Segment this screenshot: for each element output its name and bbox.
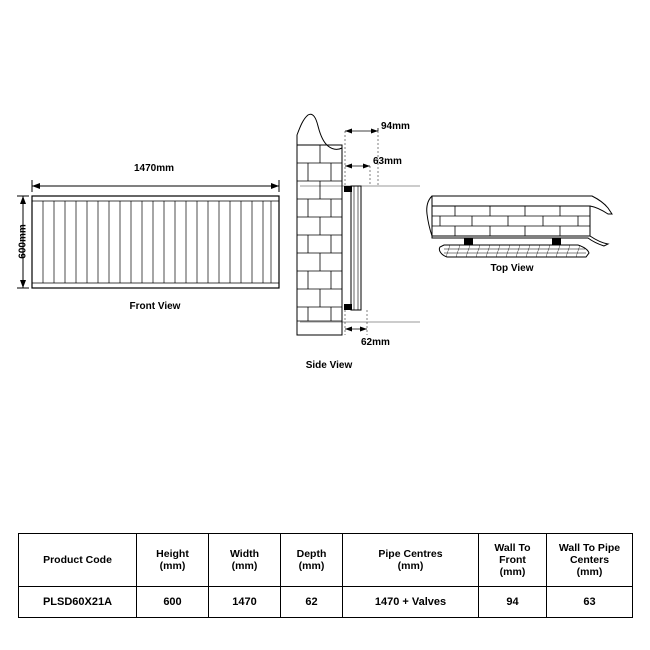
cell-wall-to-front: 94 — [479, 587, 547, 618]
header-depth — [281, 534, 343, 587]
specification-table — [18, 533, 633, 618]
front-view-height-label: 600mm — [17, 224, 29, 259]
front-view-width-label: 1470mm — [134, 163, 175, 174]
header-width — [209, 534, 281, 587]
header-pipe-centres-unit: (mm) — [397, 560, 424, 572]
cell-depth: 62 — [281, 587, 343, 618]
front-view-group — [17, 180, 279, 288]
header-wall-to-pipe-centers-text: Wall To Pipe Centers — [558, 541, 621, 566]
header-wall-to-pipe-centers — [547, 534, 633, 587]
wall-to-front-dimension-label: 94mm — [381, 121, 410, 132]
header-wall-to-front-unit: (mm) — [499, 566, 526, 579]
table-row — [19, 587, 633, 618]
cell-product-code: PLSD60X21A — [19, 587, 137, 618]
side-view-title: Side View — [305, 360, 353, 371]
cell-width: 1470 — [209, 587, 281, 618]
cell-wall-to-pipe-centers: 63 — [547, 587, 633, 618]
top-view-group — [427, 196, 612, 257]
header-pipe-centres — [343, 534, 479, 587]
header-pipe-centres-text: Pipe Centres — [378, 547, 443, 560]
cell-height: 600 — [137, 587, 209, 618]
header-wall-to-front-text: Wall To Front — [494, 541, 531, 566]
top-view-title: Top View — [490, 263, 534, 274]
depth-dimension-label: 62mm — [361, 337, 390, 348]
header-height-text: Height — [156, 547, 189, 560]
header-width-unit: (mm) — [231, 560, 258, 572]
header-height-unit: (mm) — [159, 560, 186, 572]
header-wall-to-front — [479, 534, 547, 587]
cell-pipe-centres: 1470 + Valves — [343, 587, 479, 618]
header-depth-unit: (mm) — [298, 560, 325, 572]
front-view-title: Front View — [129, 301, 181, 312]
wall-to-pipe-dimension-label: 63mm — [373, 156, 402, 167]
header-depth-text: Depth — [296, 547, 327, 560]
header-wall-to-pipe-centers-unit: (mm) — [576, 566, 603, 579]
side-view-group — [297, 114, 420, 335]
header-product-code — [19, 534, 137, 587]
header-product-code-text: Product Code — [43, 553, 112, 566]
header-height — [137, 534, 209, 587]
header-width-text: Width — [229, 547, 260, 560]
table-header-row — [19, 534, 633, 587]
